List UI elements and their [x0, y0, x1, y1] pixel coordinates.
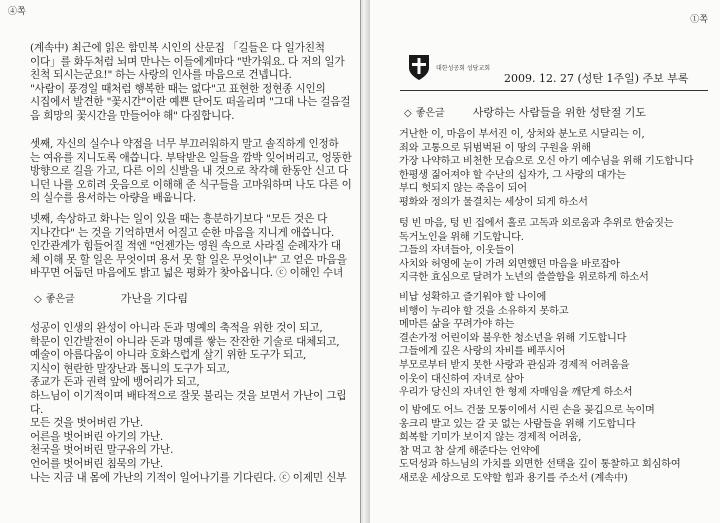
prayer-line: 죄와 고통으로 뒤범벅된 이 땅의 구원을 위해 — [399, 142, 591, 154]
fourth-paragraph — [30, 213, 347, 281]
prayer-line: 이웃이 대신하여 자녀로 삼아 — [399, 373, 524, 385]
section-label: 좋은글 — [45, 294, 75, 305]
prayer-line: 그들의 자녀들아, 이웃들이 — [399, 245, 515, 257]
prayer-line: 희복할 기미가 보이지 않는 경제적 어려움, — [399, 432, 582, 444]
page-number: ④쪽 — [8, 7, 26, 17]
prayer-line: 지극한 효심으로 달려가 노년의 쓸쓸함을 위로하게 하소서 — [399, 272, 649, 284]
poem-line: 지식이 현란한 말장난과 톱니의 도구가 되고, — [30, 362, 230, 375]
page-number: ①쪽 — [690, 15, 708, 25]
section-label: 좋은글 — [415, 108, 445, 119]
prayer-line: 참 먹고 참 살게 해준다는 언약에 — [399, 445, 540, 457]
text-line: 방향으로 길을 가고, 다른 이의 신발을 내 것으로 착각해 한동안 신고 다 — [30, 165, 348, 178]
poem-line: 종교가 돈과 권력 앞에 뱅어리가 되고, — [30, 376, 200, 389]
prayer-line: 한평생 짊어져야 할 수난의 십자가, 그 사랑의 대가는 — [399, 169, 626, 181]
poem-line: 모든 것을 벗어버린 가난. — [30, 417, 144, 430]
poem-line: 천국을 벗어버린 말구유의 가난. — [30, 444, 174, 457]
text-line: 인간관계가 힘들어질 적엔 "언젠가는 영원 속으로 사라질 순례자가 대 — [30, 240, 341, 253]
prayer-line: 우리가 당신의 자녀인 한 형제 자매임을 깨닫게 하소서 — [399, 387, 633, 399]
text-line: 친척 되시는군요!" 하는 사랑의 인사를 마음으로 건넵니다. — [30, 69, 292, 82]
text-line: "사람이 풍경일 때처럼 행복한 때는 없다"고 표현한 정현종 시인의 — [30, 82, 326, 95]
prayer-line: 비행이 누리야 할 것을 소유하지 못하고 — [399, 305, 569, 317]
bulletin-date: 2009. 12. 27 (성탄 1주일) 주보 부록 — [504, 72, 689, 85]
text-line: 넷째, 속상하고 화나는 일이 있을 때는 흥분하기보다 "모든 것은 다 — [30, 213, 328, 225]
prayer-line: 새로운 세상으로 도약할 힘과 용기를 주소서 (계속中) — [399, 472, 628, 484]
prayer-line: 옹크리 발고 있는 갈 곳 없는 사람들을 위해 기도합니다 — [399, 418, 636, 430]
church-logo-icon — [406, 52, 432, 82]
diamond-icon: ◇ — [34, 294, 42, 305]
poem-line: 어른을 벗어버린 아기의 가난. — [30, 430, 164, 443]
poem-line: 학문이 인간발전이 아니라 돈과 명예를 쌓는 잔잔한 기술로 대체되고, — [30, 335, 340, 348]
poem-line: 성공이 인생의 완성이 아니라 돈과 명예의 축적을 위한 것이 되고, — [30, 322, 323, 334]
section-title: 사랑하는 사람들을 위한 성탄절 기도 — [472, 106, 647, 119]
prayer-line: 평화와 정의가 물결치는 세상이 되게 하소서 — [399, 196, 588, 208]
text-line: 시집에서 발견한 "꽃시간"이란 예쁜 단어도 떠올리며 "그대 나는 걸음걸 — [30, 96, 351, 109]
text-line: 셋째, 자신의 실수나 약점을 너무 부끄러워하지 말고 솔직하게 인정하 — [30, 138, 339, 150]
header-divider — [400, 90, 708, 91]
poem — [30, 322, 346, 485]
diamond-icon: ◇ — [404, 108, 412, 119]
poem-line: 다. — [30, 403, 44, 416]
prayer-line: 도덕성과 하느님의 가치를 외면한 선택을 깊이 통찰하고 회심하여 — [399, 459, 681, 471]
text-line: 음 희망의 꽃시간을 만들어야 해" 다짐합니다. — [30, 109, 235, 122]
third-paragraph — [30, 138, 352, 206]
text-line: 니던 나를 오히려 웃음으로 이해해 준 식구들을 고마워하며 나도 다른 이 — [30, 178, 352, 191]
prayer-line: 이 밤에도 어느 건물 모퉁이에서 시린 손을 꽂깁으로 녹이며 — [399, 405, 655, 416]
poem-line: 언어를 벗어버린 침묵의 가난. — [30, 457, 164, 470]
section-heading — [404, 104, 646, 120]
prayer-line: 가장 나약하고 비천한 모습으로 오신 아기 예수님을 위해 기도합니다 — [399, 156, 694, 168]
prayer-line: 부디 헛되지 않는 죽음이 되어 — [399, 183, 527, 195]
page-gutter — [360, 0, 370, 523]
prayer-line: 메마른 삶을 꾸려가야 하는 — [399, 319, 515, 331]
text-line: (계속中) 최근에 읽은 함민복 시인의 산문집 「길들은 다 일가친척 — [30, 42, 325, 54]
text-line: 지나간다" 는 것을 기억하면서 어질고 순한 마음을 지니게 애씁니다. — [30, 226, 335, 239]
text-line: 는 여유를 지니도록 애씁니다. 부탁받은 일들을 깜박 잊어버리고, 엉뚱한 — [30, 151, 352, 164]
prayer-line: 텅 빈 마음, 텅 빈 집에서 홀로 고독과 외로움과 추위로 한숨짓는 — [399, 218, 674, 229]
prayer-stanza-3 — [399, 291, 632, 400]
poem-line: 하느님이 이기적이며 배타적으로 잘못 불리는 것을 보면서 가난이 그립 — [30, 389, 347, 402]
prayer-line: 사치와 허영에 눈이 가려 외면했던 마음을 바로잡아 — [399, 258, 620, 270]
right-page — [370, 0, 720, 523]
church-name: 대한성공회 성당교회 — [436, 65, 491, 72]
prayer-line: 독거노인을 위해 기도합니다. — [399, 231, 524, 243]
prayer-stanza-2 — [399, 217, 673, 285]
prayer-line: 비납 성확하고 즐기워야 할 나이에 — [399, 292, 547, 303]
prayer-line: 거난한 이, 마음이 부서진 이, 상처와 분노로 시달리는 이, — [399, 129, 645, 140]
text-line: 체 이해 못 할 일은 무엇이며 용서 못 할 일은 무엇이냐" 고 얻은 마음을 — [30, 253, 347, 266]
prayer-line: 결손가정 어린이와 불우한 청소년을 위해 기도합니다 — [399, 332, 627, 344]
intro-paragraph — [30, 42, 350, 124]
text-line: 이다」를 화두처럼 뇌며 만나는 이들에게마다 "반가워요. 다 저의 일가 — [30, 55, 345, 68]
text-line: 바꾸면 어둡던 마음에도 밝고 넓은 평화가 찾아옵니다. ⓒ 이해인 수녀 — [30, 267, 343, 280]
section-title: 가난을 기다림 — [120, 292, 188, 305]
prayer-stanza-1 — [399, 128, 693, 210]
prayer-stanza-4 — [399, 404, 681, 486]
page-edge — [360, 0, 361, 523]
poem-line: 예술이 아름다움이 아니라 호화스럽게 살기 위한 도구가 되고, — [30, 349, 307, 362]
text-line: 의 실수를 용서하는 아량을 배웁니다. — [30, 192, 196, 205]
poem-line: 나는 지금 내 몸에 가난의 기적이 일어나기를 기다린다. ⓒ 이제민 신부 — [30, 471, 347, 484]
prayer-line: 그들에게 깊은 사랑의 자비를 베푸시어 — [399, 346, 566, 358]
prayer-line: 부모로부터 받지 못한 사랑과 관심과 경제적 어려움을 — [399, 359, 630, 371]
section-heading — [34, 290, 188, 306]
